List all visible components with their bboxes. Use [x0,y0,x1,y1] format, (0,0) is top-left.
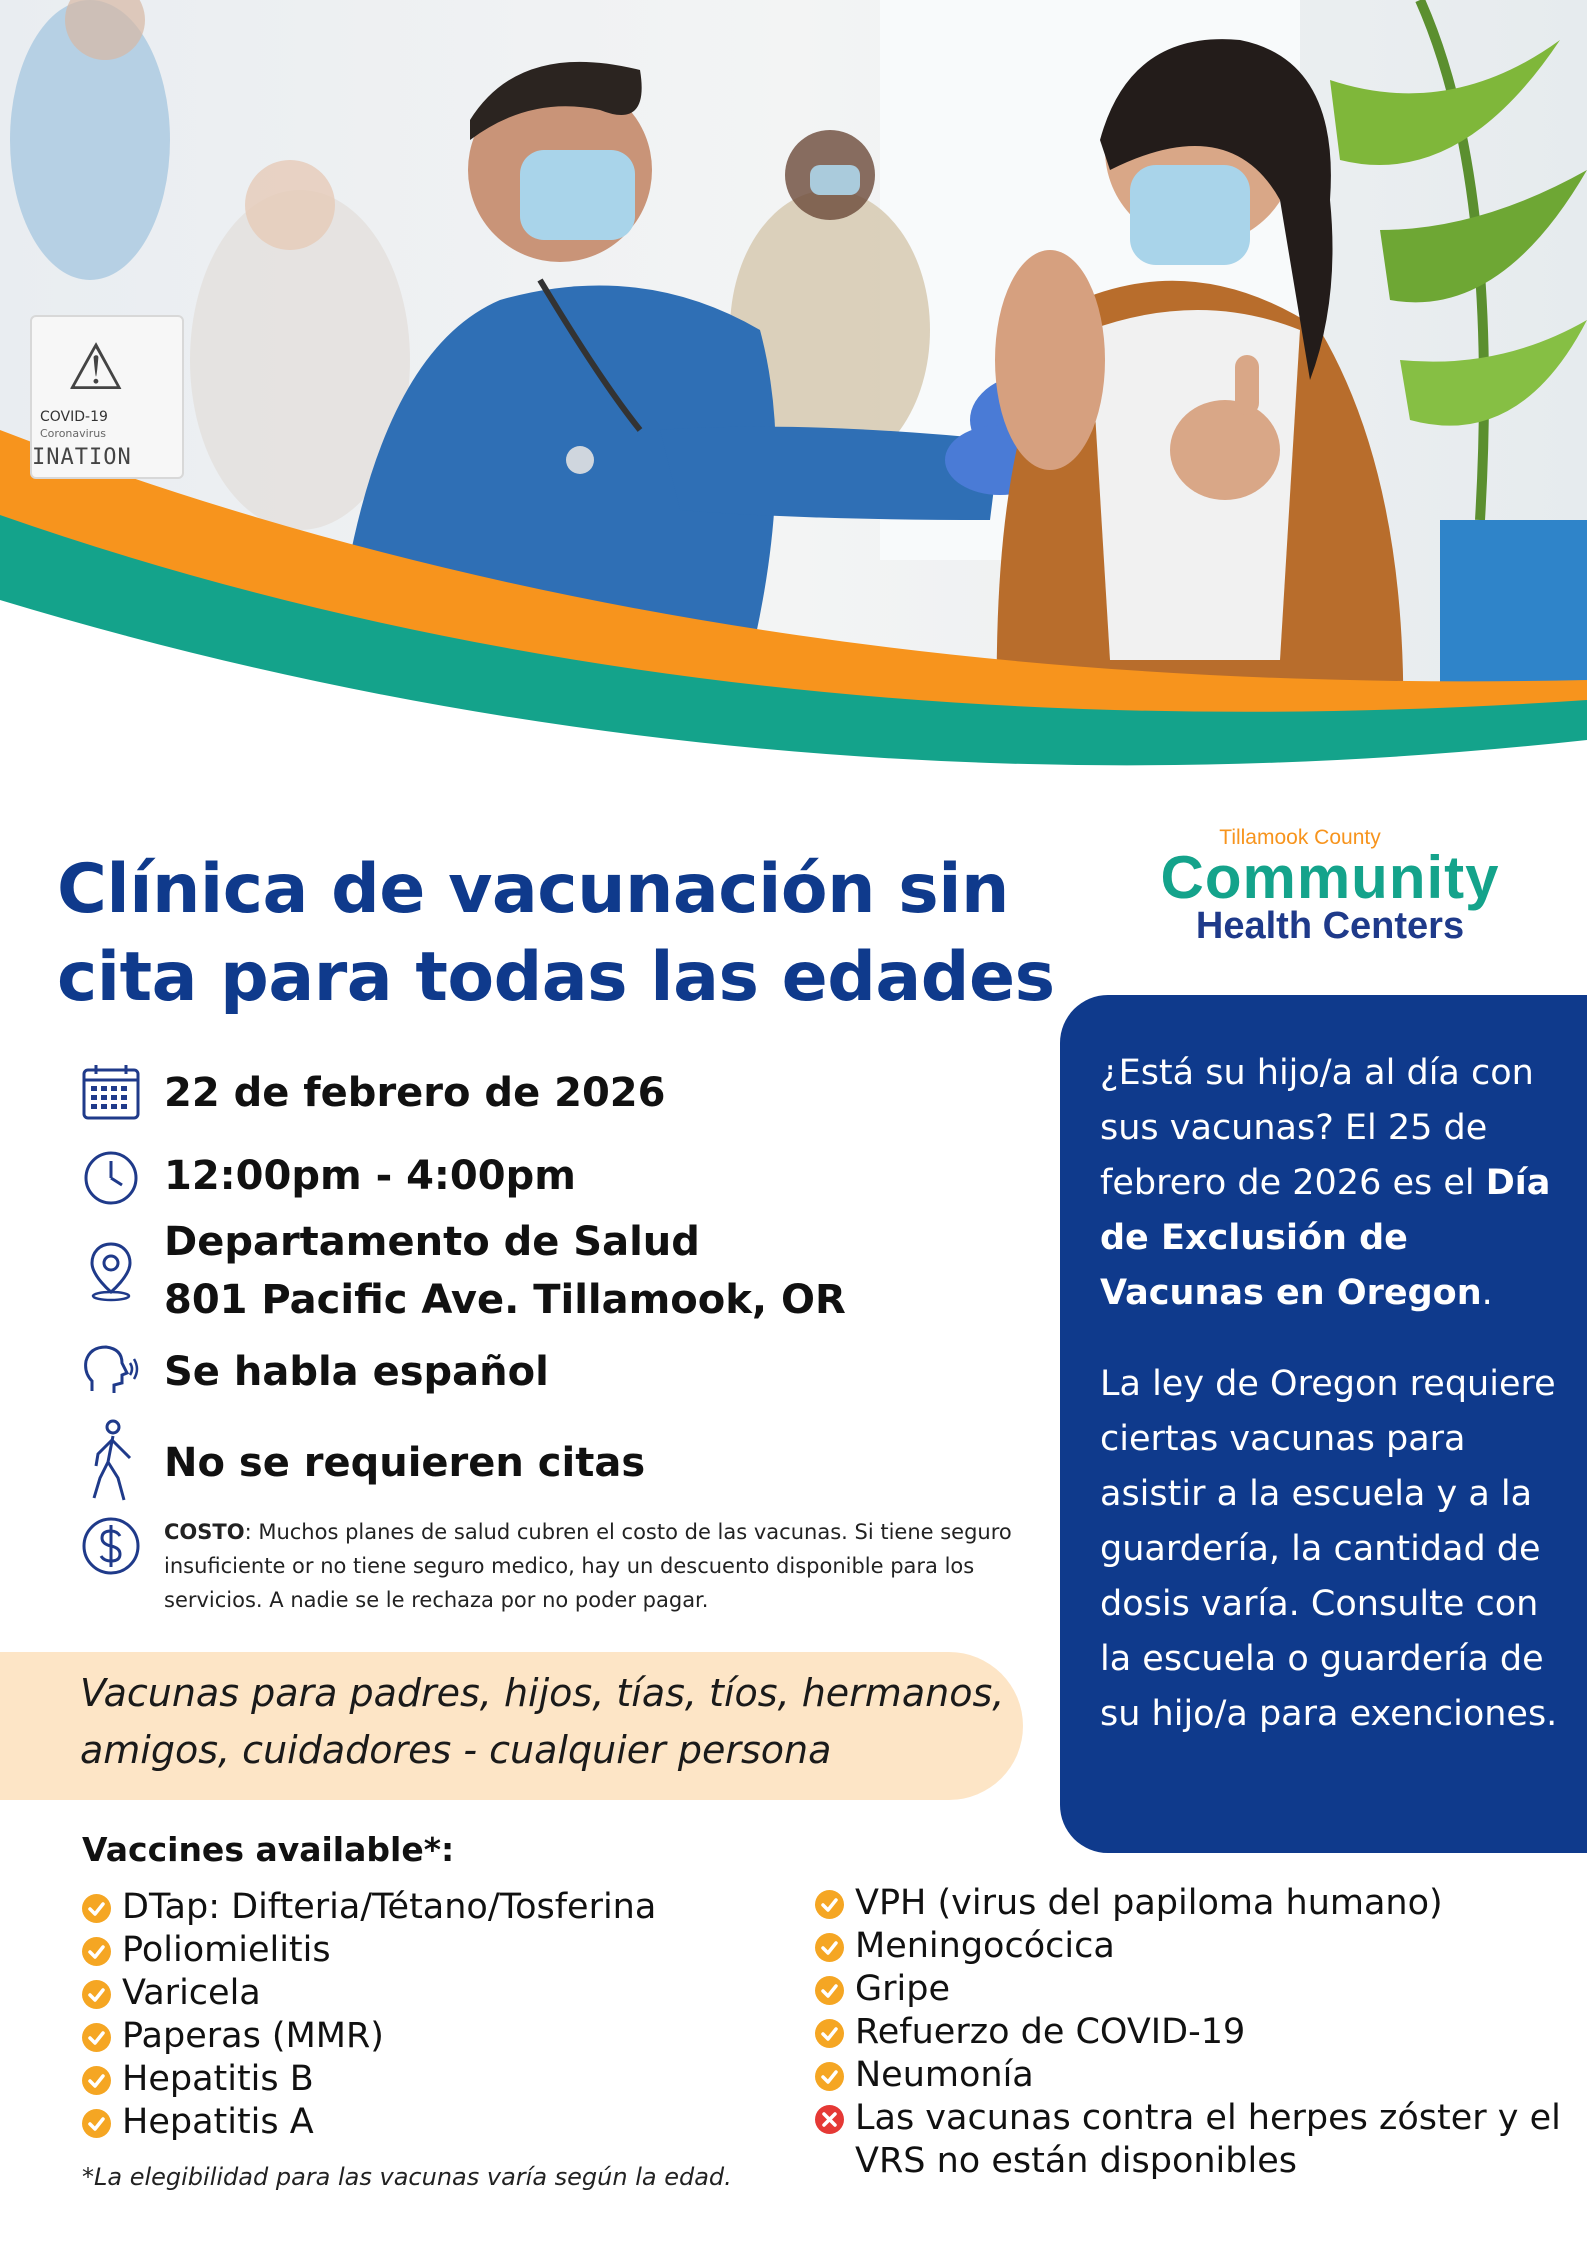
vaccine-name: Gripe [855,1969,950,2009]
vaccine-name: Hepatitis B [122,2059,314,2099]
dollar-icon [80,1515,142,1577]
card-p1-highlight: Día de Exclusión de Vacunas en Oregon [1100,1163,1551,1313]
sign-subtitle: Coronavirus [40,427,106,440]
cost-label: COSTO [164,1520,245,1544]
x-circle-icon [815,2105,844,2134]
card-p1-end: . [1481,1273,1493,1313]
calendar-icon [80,1062,142,1124]
vaccine-name: Meningocócica [855,1926,1115,1966]
audience-banner-text: Vacunas para padres, hijos, tías, tíos, hermanos, amigos, cuidadores - cualquier persona [80,1671,1005,1772]
vaccine-list-right [815,1882,1575,2183]
check-icon [82,2066,111,2095]
vaccine-name: Refuerzo de COVID-19 [855,2012,1246,2052]
sign-word: INATION [32,445,132,470]
page-title: Clínica de vacunación sin cita para todas las edades [57,850,1055,1017]
location-pin-icon [80,1240,142,1302]
vaccines-heading: Vaccines available*: [82,1830,455,1869]
sign-title: COVID-19 [40,409,108,425]
clock-icon [80,1145,142,1207]
list-item [82,1886,782,1929]
info-location [80,1213,846,1329]
organization-logo [1120,826,1540,946]
location-block [164,1213,846,1329]
list-item [82,1972,782,2015]
info-cost [80,1515,1024,1617]
vaccine-name: Neumonía [855,2055,1034,2095]
list-item [815,1968,1575,2011]
exclusion-day-card-text [1100,1046,1570,1742]
language-note: Se habla español [164,1349,549,1395]
check-icon [82,1937,111,1966]
unavailable-vaccines-note: Las vacunas contra el herpes zóster y el VRS no están disponibles [855,2098,1561,2181]
location-name: Departamento de Salud [164,1219,700,1265]
info-date [80,1062,665,1124]
check-icon [82,2109,111,2138]
check-icon [815,1976,844,2005]
event-time: 12:00pm - 4:00pm [164,1153,576,1199]
event-date: 22 de febrero de 2026 [164,1070,666,1116]
vaccine-name: Poliomielitis [122,1930,331,1970]
list-item [82,2058,782,2101]
eligibility-footnote: *La elegibilidad para las vacunas varía según la edad. [82,2163,732,2191]
speaking-head-icon [80,1341,142,1403]
list-item [82,1929,782,1972]
card-p1-start: ¿Está su hijo/a al día con sus vacunas? El 25 de febrero de 2026 es el [1100,1053,1534,1203]
list-item [815,1925,1575,1968]
logo-line-3: Health Centers [1195,905,1465,947]
hero-photo [0,0,1587,800]
vaccination-photo-illustration [0,0,1587,800]
vaccine-name: Varicela [122,1973,261,2013]
check-icon [82,1894,111,1923]
cost-note [164,1515,1024,1617]
info-time [80,1145,576,1207]
card-paragraph-2: La ley de Oregon requiere ciertas vacunas para asistir a la escuela y a la guardería, la cantidad de dosis varía. Consulte con la escuela o guardería de su hijo/a para exenciones. [1100,1364,1558,1734]
card-paragraph-1 [1100,1046,1570,1321]
location-address: 801 Pacific Ave. Tillamook, OR [164,1277,846,1323]
vaccine-name: Hepatitis A [122,2102,314,2142]
vaccine-list-left [82,1886,782,2144]
list-item [82,2101,782,2144]
covid-sign [30,315,184,479]
walkin-note: No se requieren citas [164,1440,646,1486]
logo-line-2: Community [1160,844,1500,911]
walking-person-icon [80,1418,142,1508]
list-item [815,2054,1575,2097]
vaccine-name: DTap: Difteria/Tétano/Tosferina [122,1887,657,1927]
check-icon [815,2062,844,2091]
cost-body: : Muchos planes de salud cubren el costo de las vacunas. Si tiene seguro insuficiente or no tiene seguro medico, hay un descuento disponible para los servicios. A nadie se le rechaza por no poder pagar. [164,1520,1012,1612]
logo-line-1: Tillamook County [1219,826,1381,849]
list-item [815,2011,1575,2054]
info-language [80,1341,549,1403]
vaccine-name: Paperas (MMR) [122,2016,384,2056]
list-item [815,1882,1575,1925]
warning-icon: ⚠ [67,331,125,405]
vaccine-name: VPH (virus del papiloma humano) [855,1883,1443,1923]
check-icon [815,2019,844,2048]
check-icon [82,1980,111,2009]
check-icon [815,1890,844,1919]
check-icon [815,1933,844,1962]
info-walkin [80,1418,645,1508]
list-item [82,2015,782,2058]
list-item-unavailable [815,2097,1575,2183]
check-icon [82,2023,111,2052]
